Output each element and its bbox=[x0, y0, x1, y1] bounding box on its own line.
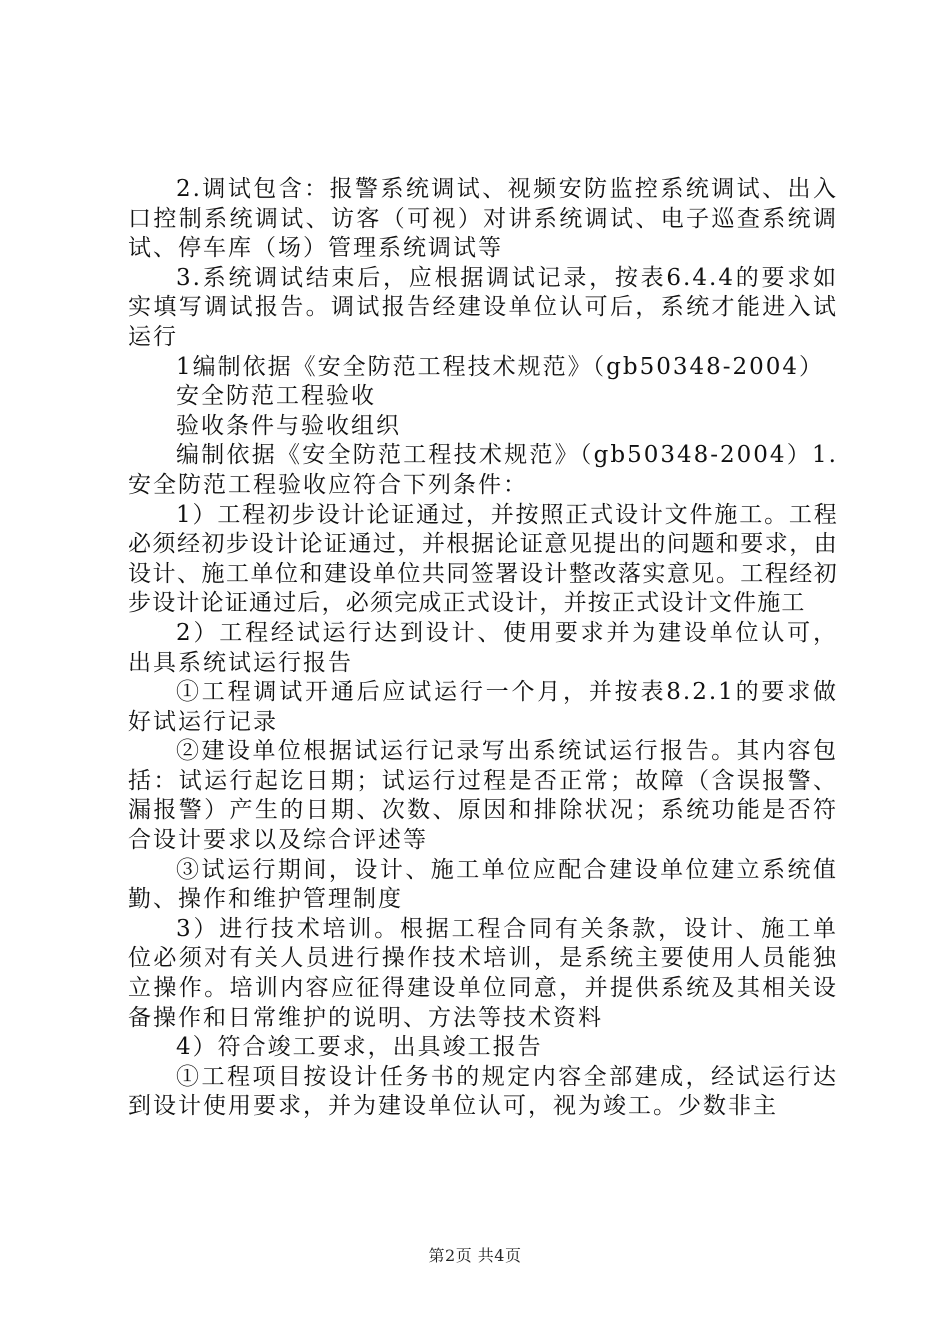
heading-acceptance: 安全防范工程验收 bbox=[176, 383, 376, 410]
paragraph-trial-report: ②建设单位根据试运行记录写出系统试运行报告。其内容包括：试运行起讫日期；试运行过程是否正常；故障（含误报警、漏报警）产生的日期、次数、原因和排除状况；系统功能是否符合设计要求以及综合评述等 bbox=[128, 738, 838, 854]
document-body bbox=[128, 175, 838, 1122]
paragraph-completion: 4）符合竣工要求，出具竣工报告 bbox=[176, 1034, 543, 1061]
heading-acceptance-conditions: 验收条件与验收组织 bbox=[176, 412, 401, 439]
page-footer: 第2页 共4页 bbox=[428, 1246, 522, 1265]
paragraph-basis-conditions: 编制依据《安全防范工程技术规范》（gb50348-2004）1.安全防范工程验收应符合下列条件： bbox=[128, 442, 838, 498]
paragraph-debug-contents: 2.调试包含：报警系统调试、视频安防监控系统调试、出入口控制系统调试、访客（可视）对讲系统调试、电子巡查系统调试、停车库（场）管理系统调试等 bbox=[128, 176, 838, 262]
paragraph-condition-1: 1）工程初步设计论证通过，并按照正式设计文件施工。工程必须经初步设计论证通过，并根据论证意见提出的问题和要求，由设计、施工单位和建设单位共同签署设计整改落实意见。工程经初步设计论证通过后，必须完成正式设计，并按正式设计文件施工 bbox=[128, 501, 838, 617]
paragraph-condition-2: 2）工程经试运行达到设计、使用要求并为建设单位认可，出具系统试运行报告 bbox=[128, 619, 838, 676]
paragraph-training: 3）进行技术培训。根据工程合同有关条款，设计、施工单位必须对有关人员进行操作技术培训，是系统主要使用人员能独立操作。培训内容应征得建设单位同意，并提供系统及其相关设备操作和日常维护的说明、方法等技术资料 bbox=[128, 915, 838, 1031]
paragraph-trial-record: ①工程调试开通后应试运行一个月，并按表8.2.1的要求做好试运行记录 bbox=[128, 679, 838, 735]
paragraph-basis-1: 1编制依据《安全防范工程技术规范》（gb50348-2004） bbox=[176, 353, 825, 380]
paragraph-debug-report: 3.系统调试结束后，应根据调试记录，按表6.4.4的要求如实填写调试报告。调试报告经建设单位认可后，系统才能进入试运行 bbox=[128, 264, 838, 350]
paragraph-trial-period: ③试运行期间，设计、施工单位应配合建设单位建立系统值勤、操作和维护管理制度 bbox=[128, 856, 838, 913]
paragraph-completion-1: ①工程项目按设计任务书的规定内容全部建成，经试运行达到设计使用要求，并为建设单位认可，视为竣工。少数非主 bbox=[128, 1063, 838, 1120]
